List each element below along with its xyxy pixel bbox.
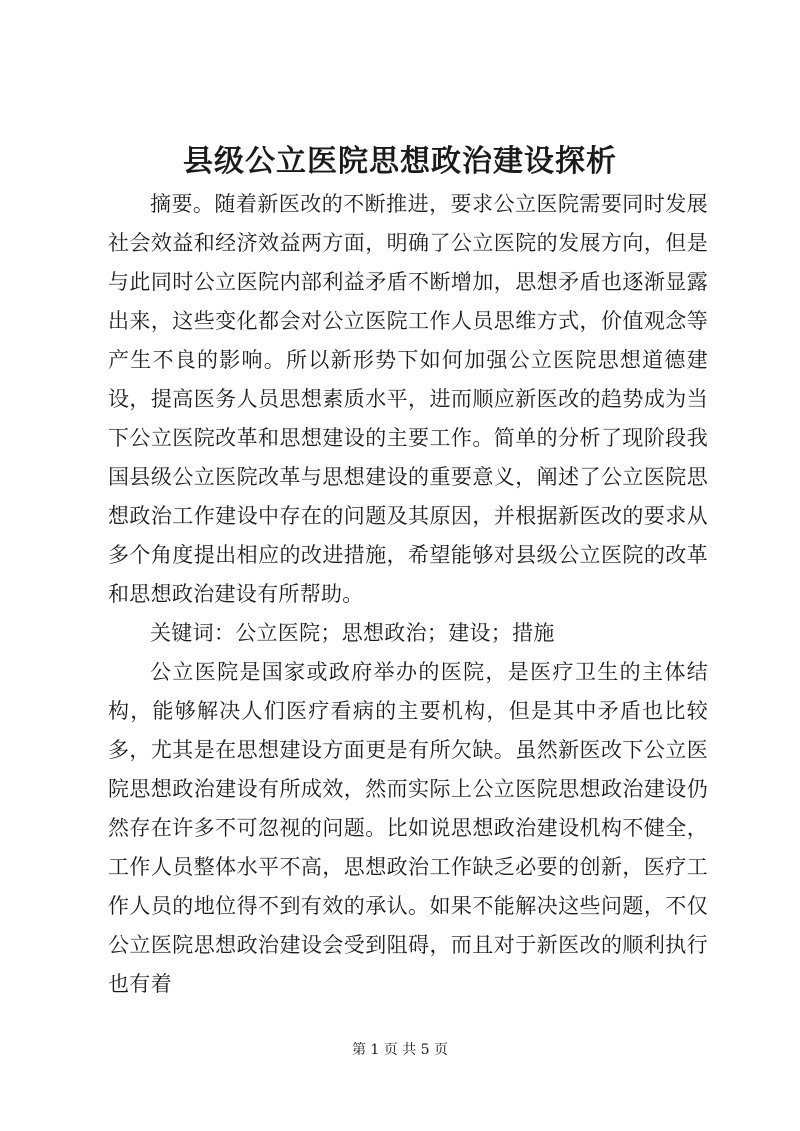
page-footer [0, 1040, 800, 1060]
body-paragraph: 公立医院是国家或政府举办的医院，是医疗卫生的主体结构，能够解决人们医疗看病的主要机构，但是其中矛盾也比较多，尤其是在思想建设方面更是有所欠缺。虽然新医改下公立医院思想政治建设有所成效，然而实际上公立医院思想政治建设仍然存在许多不可忽视的问题。比如说思想政治建设机构不健全，工作人员整体水平不高，思想政治工作缺乏必要的创新，医疗工作人员的地位得不到有效的承认。如果不能解决这些问题，不仅公立医院思想政治建设会受到阻碍，而且对于新医改的顺利执行也有着 [108, 660, 708, 996]
abstract-paragraph: 摘要。随着新医改的不断推进，要求公立医院需要同时发展社会效益和经济效益两方面，明确了公立医院的发展方向，但是与此同时公立医院内部利益矛盾不断增加，思想矛盾也逐渐显露出来，这些变化都会对公立医院工作人员思维方式，价值观念等产生不良的影响。所以新形势下如何加强公立医院思想道德建设，提高医务人员思想素质水平，进而顺应新医改的趋势成为当下公立医院改革和思想建设的主要工作。简单的分析了现阶段我国县级公立医院改革与思想建设的重要意义，阐述了公立医院思想政治工作建设中存在的问题及其原因，并根据新医改的要求从多个角度提出相应的改进措施，希望能够对县级公立医院的改革和思想政治建设有所帮助。 [108, 192, 708, 606]
document-body [108, 185, 708, 1004]
page-number: 第 1 页 共 5 页 [351, 1042, 449, 1058]
document-title: 县级公立医院思想政治建设探析 [183, 144, 617, 179]
keywords-paragraph: 关键词：公立医院；思想政治；建设；措施 [150, 621, 555, 645]
